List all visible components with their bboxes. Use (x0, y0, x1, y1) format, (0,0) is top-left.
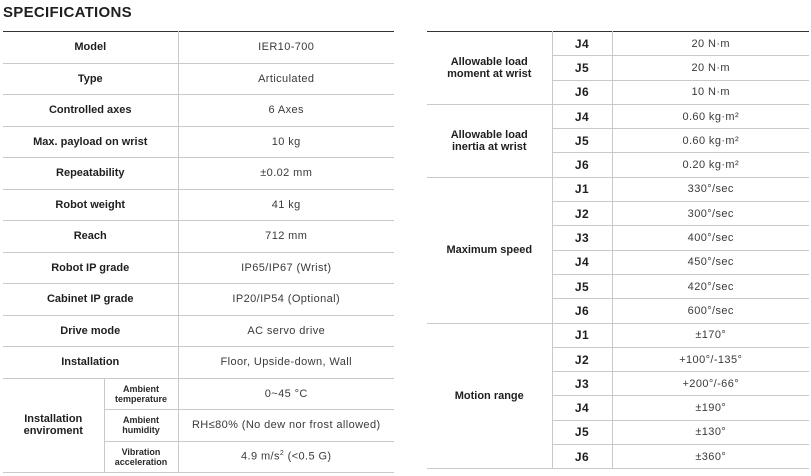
spec-value: 712 mm (178, 221, 394, 253)
spec-value: IER10-700 (178, 32, 394, 64)
spec-value: IP65/IP67 (Wrist) (178, 252, 394, 284)
joint-value: 420°/sec (612, 274, 809, 298)
spec-label: Controlled axes (3, 95, 178, 127)
env-row (3, 378, 394, 410)
joint-value: 450°/sec (612, 250, 809, 274)
spec-value: 6 Axes (178, 95, 394, 127)
spec-label: Drive mode (3, 315, 178, 347)
spec-value: 41 kg (178, 189, 394, 221)
joint-label: J5 (552, 56, 612, 80)
spec-row (3, 126, 394, 158)
joint-value: ±130° (612, 420, 809, 444)
joint-label: J3 (552, 226, 612, 250)
group-label: Allowable load inertia at wrist (427, 104, 552, 177)
spec-table-joints (427, 31, 809, 469)
spec-label: Model (3, 32, 178, 64)
joint-value: 330°/sec (612, 177, 809, 201)
joint-value: ±360° (612, 445, 809, 469)
joint-label: J5 (552, 420, 612, 444)
spec-value: Articulated (178, 63, 394, 95)
group-label: Maximum speed (427, 177, 552, 323)
joint-label: J6 (552, 299, 612, 323)
joint-label: J1 (552, 323, 612, 347)
spec-row (3, 221, 394, 253)
joint-label: J4 (552, 104, 612, 128)
joint-label: J6 (552, 153, 612, 177)
joint-label: J6 (552, 80, 612, 104)
joint-value: ±190° (612, 396, 809, 420)
spec-row (3, 347, 394, 379)
joint-value: 300°/sec (612, 202, 809, 226)
joint-label: J4 (552, 32, 612, 56)
joint-label: J3 (552, 372, 612, 396)
spec-value: ±0.02 mm (178, 158, 394, 190)
joint-value: +100°/-135° (612, 347, 809, 371)
joint-label: J5 (552, 274, 612, 298)
env-sub-label: Vibration acceleration (104, 441, 178, 473)
spec-row (3, 189, 394, 221)
spec-row (3, 252, 394, 284)
joint-label: J6 (552, 445, 612, 469)
value-text: (<0.5 G) (284, 451, 332, 464)
joint-label: J2 (552, 347, 612, 371)
group-label: Allowable load moment at wrist (427, 32, 552, 105)
spec-table-general (3, 31, 394, 473)
spec-row (3, 63, 394, 95)
joint-value: 0.60 kg·m² (612, 104, 809, 128)
spec-value: Floor, Upside-down, Wall (178, 347, 394, 379)
spec-label: Cabinet IP grade (3, 284, 178, 316)
joint-value: 10 N·m (612, 80, 809, 104)
value-text: 4.9 m/s (241, 451, 280, 464)
joint-value: 0.60 kg·m² (612, 129, 809, 153)
group-label: Motion range (427, 323, 552, 469)
spec-label: Robot IP grade (3, 252, 178, 284)
env-sub-label: Ambient temperature (104, 378, 178, 410)
joint-row (427, 104, 809, 128)
spec-value: AC servo drive (178, 315, 394, 347)
value-exponent: 2 (279, 450, 285, 458)
spec-label: Max. payload on wrist (3, 126, 178, 158)
spec-label: Robot weight (3, 189, 178, 221)
joint-row (427, 32, 809, 56)
env-value (178, 441, 394, 473)
page-title: SPECIFICATIONS (3, 4, 132, 21)
spec-label: Repeatability (3, 158, 178, 190)
joint-row (427, 323, 809, 347)
spec-row (3, 158, 394, 190)
spec-row (3, 95, 394, 127)
joint-value: 600°/sec (612, 299, 809, 323)
spec-value: IP20/IP54 (Optional) (178, 284, 394, 316)
joint-value: 0.20 kg·m² (612, 153, 809, 177)
joint-value: 400°/sec (612, 226, 809, 250)
joint-label: J1 (552, 177, 612, 201)
spec-label: Reach (3, 221, 178, 253)
spec-row (3, 315, 394, 347)
joint-value: ±170° (612, 323, 809, 347)
joint-value: 20 N·m (612, 56, 809, 80)
spec-label: Type (3, 63, 178, 95)
joint-value: 20 N·m (612, 32, 809, 56)
spec-label: Installation (3, 347, 178, 379)
env-value: RH≤80% (No dew nor frost allowed) (178, 410, 394, 442)
env-value: 0~45 °C (178, 378, 394, 410)
spec-value: 10 kg (178, 126, 394, 158)
joint-label: J4 (552, 396, 612, 420)
spec-row (3, 284, 394, 316)
env-sub-label: Ambient humidity (104, 410, 178, 442)
env-group-label: Installation enviroment (3, 378, 104, 473)
joint-value: +200°/-66° (612, 372, 809, 396)
joint-label: J5 (552, 129, 612, 153)
joint-row (427, 177, 809, 201)
joint-label: J4 (552, 250, 612, 274)
joint-label: J2 (552, 202, 612, 226)
spec-row (3, 32, 394, 64)
